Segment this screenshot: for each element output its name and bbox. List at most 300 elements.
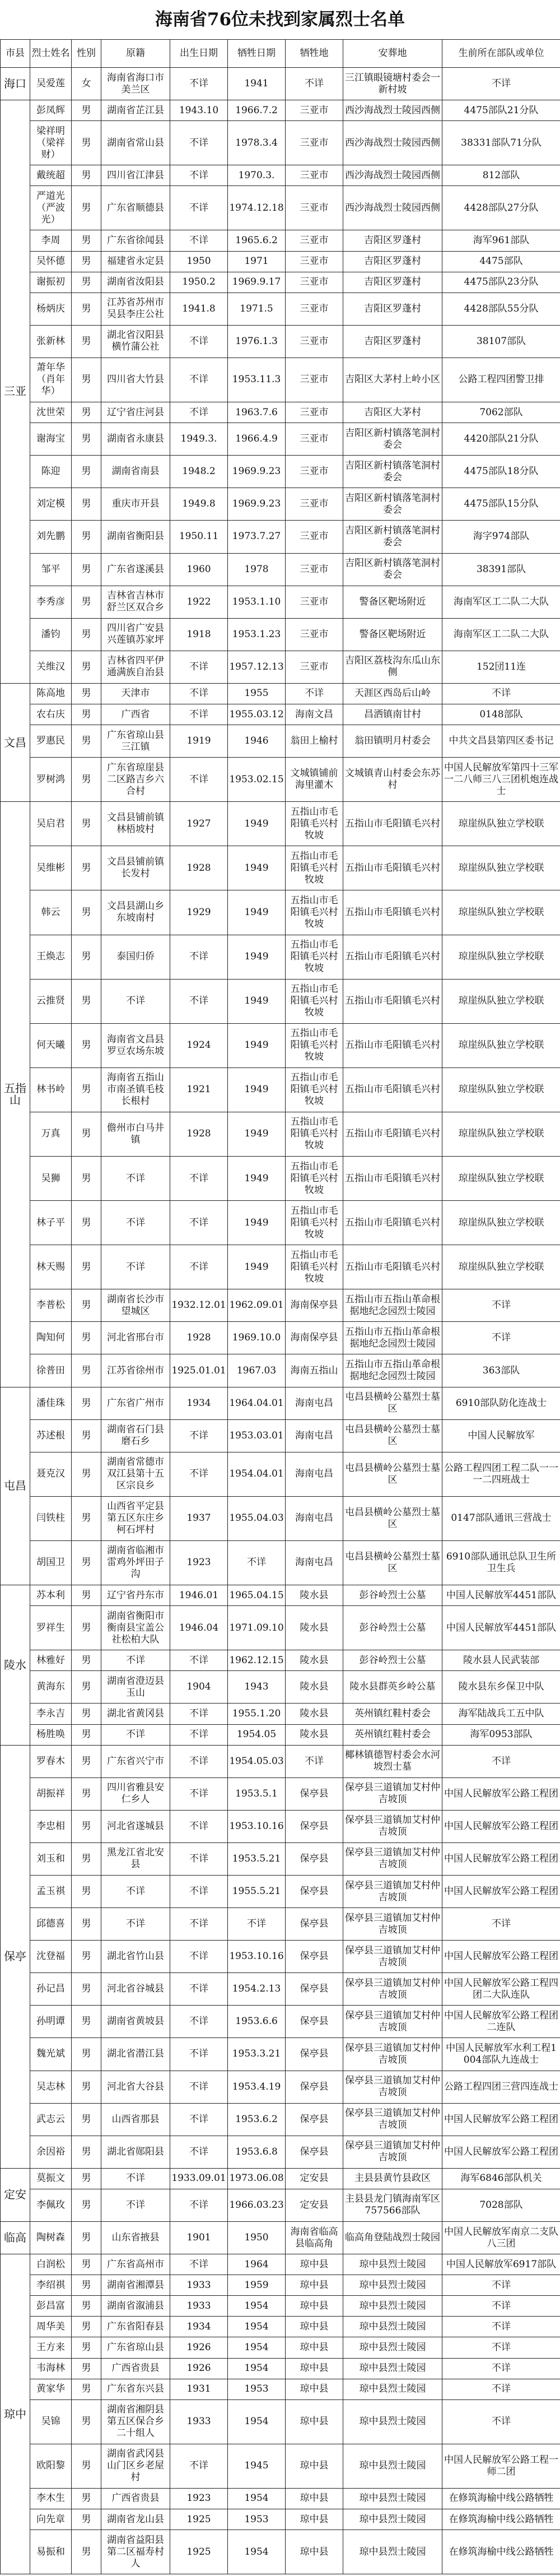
burial-place-cell: 吉阳区新村镇落笔洞村委会 bbox=[343, 456, 442, 488]
hometown-cell: 海南省文昌县罗豆农场东坡 bbox=[101, 1023, 170, 1067]
death-date-cell: 1949 bbox=[228, 1023, 286, 1067]
table-row bbox=[1, 2222, 560, 2254]
death-date-cell: 1954 bbox=[228, 2399, 286, 2444]
gender-cell: 男 bbox=[72, 1496, 101, 1540]
death-place-cell: 三亚市 bbox=[286, 293, 343, 325]
death-date-cell: 1973.7.27 bbox=[228, 521, 286, 553]
unit-cell: 中国人民解放军水利工程1004部队九连战士 bbox=[442, 2038, 560, 2071]
table-row bbox=[1, 293, 560, 325]
death-date-cell: 1967.03 bbox=[228, 1354, 286, 1387]
gender-cell: 男 bbox=[72, 1745, 101, 1777]
birth-date-cell: 1928 bbox=[170, 1112, 228, 1156]
death-date-cell: 1955.1.20 bbox=[228, 1704, 286, 1724]
birth-date-cell: 不详 bbox=[170, 2189, 228, 2221]
burial-place-cell: 五指山市毛阳镇毛兴村 bbox=[343, 979, 442, 1023]
martyr-name-cell: 云推贤 bbox=[30, 979, 72, 1023]
death-place-cell: 保亭县 bbox=[286, 2071, 343, 2103]
hometown-cell: 广东省东兴县 bbox=[101, 2379, 170, 2399]
unit-cell: 不详 bbox=[442, 1745, 560, 1777]
gender-cell: 男 bbox=[72, 704, 101, 725]
table-row bbox=[1, 1201, 560, 1245]
burial-place-cell: 吉阳区荔枝沟东瓜山东侧 bbox=[343, 651, 442, 683]
unit-cell: 在修筑海榆中线公路牺牲 bbox=[442, 2509, 560, 2530]
martyr-name-cell: 徐普田 bbox=[30, 1354, 72, 1387]
hometown-cell: 儋州市白马井镇 bbox=[101, 1112, 170, 1156]
martyr-name-cell: 何天曦 bbox=[30, 1023, 72, 1067]
hometown-cell: 湖南省石门县磨石乡 bbox=[101, 1419, 170, 1452]
martyr-name-cell: 林书岭 bbox=[30, 1067, 72, 1112]
burial-place-cell: 琼中县烈士陵园 bbox=[343, 2399, 442, 2444]
burial-place-cell: 屯昌县横岭公墓烈士墓区 bbox=[343, 1452, 442, 1496]
death-date-cell: 1953.11.3 bbox=[228, 358, 286, 402]
martyr-name-cell: 李秀彦 bbox=[30, 586, 72, 618]
death-date-cell: 1949 bbox=[228, 890, 286, 935]
table-row bbox=[1, 683, 560, 704]
martyr-name-cell: 李佩玫 bbox=[30, 2189, 72, 2221]
hometown-cell: 湖南省龙山县 bbox=[101, 2509, 170, 2530]
unit-cell: 4475部队23分队 bbox=[442, 272, 560, 293]
martyr-name-cell: 沈世荣 bbox=[30, 402, 72, 423]
unit-cell: 4475部队18分队 bbox=[442, 456, 560, 488]
death-date-cell: 1953.03.01 bbox=[228, 1419, 286, 1452]
martyr-name-cell: 林雅好 bbox=[30, 1650, 72, 1671]
birth-date-cell: 1949.8 bbox=[170, 488, 228, 521]
table-row bbox=[1, 979, 560, 1023]
unit-cell: 公路工程四团警卫排 bbox=[442, 358, 560, 402]
death-date-cell: 1953.5.1 bbox=[228, 1777, 286, 1810]
gender-cell: 男 bbox=[72, 2189, 101, 2221]
birth-date-cell: 1949.3. bbox=[170, 423, 228, 456]
table-row bbox=[1, 2399, 560, 2444]
table-row bbox=[1, 230, 560, 251]
table-row bbox=[1, 1745, 560, 1777]
table-row bbox=[1, 1941, 560, 1973]
death-date-cell: 1957.12.13 bbox=[228, 651, 286, 683]
unit-cell: 海军961部队 bbox=[442, 230, 560, 251]
death-place-cell: 五指山市毛阳镇毛兴村牧坡 bbox=[286, 890, 343, 935]
death-date-cell: 1954 bbox=[228, 2488, 286, 2509]
hometown-cell: 辽宁省丹东市 bbox=[101, 1585, 170, 1606]
unit-cell: 陵水县东乡保卫中队 bbox=[442, 1671, 560, 1704]
unit-cell: 中国人民解放军 bbox=[442, 1419, 560, 1452]
death-place-cell: 海南保亭县 bbox=[286, 1322, 343, 1354]
table-row bbox=[1, 1245, 560, 1289]
birth-date-cell: 1950.2 bbox=[170, 272, 228, 293]
burial-place-cell: 警备区靶场附近 bbox=[343, 618, 442, 651]
unit-cell: 不详 bbox=[442, 683, 560, 704]
death-place-cell: 五指山市毛阳镇毛兴村牧坡 bbox=[286, 1157, 343, 1201]
death-date-cell: 1969.9.23 bbox=[228, 456, 286, 488]
column-header: 烈士姓名 bbox=[30, 40, 72, 68]
region-cell: 琼中 bbox=[1, 2254, 30, 2574]
hometown-cell: 广东省遂溪县 bbox=[101, 553, 170, 586]
gender-cell: 男 bbox=[72, 1973, 101, 2006]
death-date-cell: 1953.5.21 bbox=[228, 1842, 286, 1875]
death-place-cell: 三亚市 bbox=[286, 651, 343, 683]
burial-place-cell: 椰林镇德智村委会水河坡烈士墓 bbox=[343, 1745, 442, 1777]
martyr-name-cell: 梁祥明（梁祥财） bbox=[30, 121, 72, 165]
gender-cell: 男 bbox=[72, 251, 101, 272]
hometown-cell: 湖南省永康县 bbox=[101, 423, 170, 456]
death-place-cell: 保亭县 bbox=[286, 2103, 343, 2136]
gender-cell: 男 bbox=[72, 2444, 101, 2488]
table-row bbox=[1, 2168, 560, 2189]
death-date-cell: 1949 bbox=[228, 1245, 286, 1289]
burial-place-cell: 保亭县三道镇加艾村仲吉坡顶 bbox=[343, 1941, 442, 1973]
birth-date-cell: 1901 bbox=[170, 2222, 228, 2254]
death-place-cell: 海南屯昌 bbox=[286, 1540, 343, 1585]
death-place-cell: 保亭县 bbox=[286, 1777, 343, 1810]
table-row bbox=[1, 1650, 560, 1671]
gender-cell: 男 bbox=[72, 1908, 101, 1941]
death-date-cell: 1969.9.23 bbox=[228, 488, 286, 521]
birth-date-cell: 1937 bbox=[170, 1496, 228, 1540]
death-place-cell: 文城镇铺前海里灌木 bbox=[286, 758, 343, 802]
death-place-cell: 保亭县 bbox=[286, 2038, 343, 2071]
death-place-cell: 陵水县 bbox=[286, 1704, 343, 1724]
hometown-cell: 湖南省湘潭县 bbox=[101, 2275, 170, 2296]
death-place-cell: 保亭县 bbox=[286, 1875, 343, 1907]
death-date-cell: 1941 bbox=[228, 68, 286, 100]
death-date-cell: 1953.02.15 bbox=[228, 758, 286, 802]
table-row bbox=[1, 890, 560, 935]
table-row bbox=[1, 2358, 560, 2379]
table-row bbox=[1, 68, 560, 100]
death-place-cell: 五指山市毛阳镇毛兴村牧坡 bbox=[286, 1067, 343, 1112]
gender-cell: 男 bbox=[72, 1157, 101, 1201]
burial-place-cell: 天涯区西岛后山岭 bbox=[343, 683, 442, 704]
hometown-cell: 广东省兴宁市 bbox=[101, 1745, 170, 1777]
martyr-name-cell: 黄家华 bbox=[30, 2379, 72, 2399]
burial-place-cell: 保亭县三道镇加艾村仲吉坡顶 bbox=[343, 1973, 442, 2006]
hometown-cell: 文昌县铺前镇长发村 bbox=[101, 846, 170, 890]
table-row bbox=[1, 2275, 560, 2296]
death-date-cell: 1953 bbox=[228, 2379, 286, 2399]
burial-place-cell: 琼中县烈士陵园 bbox=[343, 2509, 442, 2530]
hometown-cell: 湖南省益阳县第二区福寿村人 bbox=[101, 2530, 170, 2574]
burial-place-cell: 五指山市毛阳镇毛兴村 bbox=[343, 1157, 442, 1201]
death-date-cell: 1955 bbox=[228, 683, 286, 704]
death-date-cell: 1974.12.18 bbox=[228, 186, 286, 230]
unit-cell: 琼崖纵队独立学校联 bbox=[442, 979, 560, 1023]
table-row bbox=[1, 2296, 560, 2317]
unit-cell: 不详 bbox=[442, 1289, 560, 1322]
unit-cell: 不详 bbox=[442, 2296, 560, 2317]
burial-place-cell: 五指山市五指山革命根据地纪念园烈士陵园 bbox=[343, 1289, 442, 1322]
death-place-cell: 三亚市 bbox=[286, 186, 343, 230]
birth-date-cell: 不详 bbox=[170, 1875, 228, 1907]
gender-cell: 男 bbox=[72, 1585, 101, 1606]
burial-place-cell: 屯昌县横岭公墓烈士墓区 bbox=[343, 1419, 442, 1452]
martyr-name-cell: 刘玉和 bbox=[30, 1842, 72, 1875]
burial-place-cell: 保亭县三道镇加艾村仲吉坡顶 bbox=[343, 2136, 442, 2168]
unit-cell: 0148部队 bbox=[442, 704, 560, 725]
death-date-cell: 1950 bbox=[228, 2222, 286, 2254]
gender-cell: 男 bbox=[72, 1387, 101, 1419]
birth-date-cell: 1933 bbox=[170, 2399, 228, 2444]
martyr-name-cell: 沈登福 bbox=[30, 1941, 72, 1973]
table-row bbox=[1, 100, 560, 121]
martyr-name-cell: 谢振初 bbox=[30, 272, 72, 293]
burial-place-cell: 保亭县三道镇加艾村仲吉坡顶 bbox=[343, 1777, 442, 1810]
table-row bbox=[1, 1540, 560, 1585]
death-place-cell: 琼中县 bbox=[286, 2444, 343, 2488]
death-date-cell: 1965.04.15 bbox=[228, 1585, 286, 1606]
table-row bbox=[1, 2530, 560, 2574]
hometown-cell: 广东省琼山县 bbox=[101, 2337, 170, 2358]
burial-place-cell: 翁田镇明月村委会 bbox=[343, 725, 442, 758]
birth-date-cell: 1904 bbox=[170, 1671, 228, 1704]
birth-date-cell: 不详 bbox=[170, 1724, 228, 1745]
death-place-cell: 三亚市 bbox=[286, 251, 343, 272]
table-row bbox=[1, 325, 560, 358]
martyr-name-cell: 吴爱莲 bbox=[30, 68, 72, 100]
death-date-cell: 1976.1.3 bbox=[228, 325, 286, 358]
death-date-cell: 1949 bbox=[228, 1201, 286, 1245]
table-row bbox=[1, 1387, 560, 1419]
hometown-cell: 四川省雅县安仁乡人 bbox=[101, 1777, 170, 1810]
death-date-cell: 1949 bbox=[228, 1067, 286, 1112]
hometown-cell: 广西省贵县 bbox=[101, 2488, 170, 2509]
martyr-name-cell: 林天赐 bbox=[30, 1245, 72, 1289]
unit-cell: 363部队 bbox=[442, 1354, 560, 1387]
burial-place-cell: 吉阳区大茅村上岭小区 bbox=[343, 358, 442, 402]
death-place-cell: 海南屯昌 bbox=[286, 1496, 343, 1540]
death-date-cell: 1978 bbox=[228, 553, 286, 586]
column-header: 生前所在部队或单位 bbox=[442, 40, 560, 68]
hometown-cell: 广西省贵县 bbox=[101, 2358, 170, 2379]
table-row bbox=[1, 1419, 560, 1452]
unit-cell: 在修筑海榆中线公路牺牲 bbox=[442, 2488, 560, 2509]
birth-date-cell: 1934 bbox=[170, 1387, 228, 1419]
death-place-cell: 三亚市 bbox=[286, 402, 343, 423]
burial-place-cell: 五指山市五指山革命根据地纪念园烈士陵园 bbox=[343, 1322, 442, 1354]
hometown-cell: 湖南省衡阳县 bbox=[101, 521, 170, 553]
martyr-name-cell: 胡国卫 bbox=[30, 1540, 72, 1585]
death-date-cell: 1953.10.16 bbox=[228, 1810, 286, 1842]
death-place-cell: 琼中县 bbox=[286, 2296, 343, 2317]
hometown-cell: 广东省琼崖县二区路吉乡六合村 bbox=[101, 758, 170, 802]
birth-date-cell: 1928 bbox=[170, 1322, 228, 1354]
birth-date-cell: 1941.8 bbox=[170, 293, 228, 325]
birth-date-cell: 不详 bbox=[170, 121, 228, 165]
birth-date-cell: 1918 bbox=[170, 618, 228, 651]
hometown-cell: 河北省遂城县 bbox=[101, 1810, 170, 1842]
martyr-name-cell: 闫铁柱 bbox=[30, 1496, 72, 1540]
martyr-name-cell: 谢海宝 bbox=[30, 423, 72, 456]
birth-date-cell: 不详 bbox=[170, 2103, 228, 2136]
martyr-name-cell: 农右庆 bbox=[30, 704, 72, 725]
unit-cell: 公路工程四团工程二队一一一二四班战士 bbox=[442, 1452, 560, 1496]
table-row bbox=[1, 2103, 560, 2136]
burial-place-cell: 主县县龙门镇海南军区757566部队 bbox=[343, 2189, 442, 2221]
burial-place-cell: 屯昌县横岭公墓烈士墓区 bbox=[343, 1387, 442, 1419]
hometown-cell: 湖南省常山县 bbox=[101, 121, 170, 165]
martyr-name-cell: 张新林 bbox=[30, 325, 72, 358]
table-row bbox=[1, 618, 560, 651]
gender-cell: 女 bbox=[72, 68, 101, 100]
martyr-name-cell: 严道光（严波光） bbox=[30, 186, 72, 230]
hometown-cell: 广东省顺德县 bbox=[101, 186, 170, 230]
birth-date-cell: 不详 bbox=[170, 704, 228, 725]
death-place-cell: 保亭县 bbox=[286, 1842, 343, 1875]
burial-place-cell: 吉阳区罗蓬村 bbox=[343, 230, 442, 251]
gender-cell: 男 bbox=[72, 1650, 101, 1671]
martyr-name-cell: 林子平 bbox=[30, 1201, 72, 1245]
burial-place-cell: 吉阳区大茅村 bbox=[343, 402, 442, 423]
burial-place-cell: 西沙海战烈士陵园西侧 bbox=[343, 186, 442, 230]
unit-cell: 4475部队21分队 bbox=[442, 100, 560, 121]
death-date-cell: 1953.4.19 bbox=[228, 2071, 286, 2103]
burial-place-cell: 琼中县烈士陵园 bbox=[343, 2358, 442, 2379]
hometown-cell: 不详 bbox=[101, 2189, 170, 2221]
death-place-cell: 陵水县 bbox=[286, 1671, 343, 1704]
death-place-cell: 五指山市毛阳镇毛兴村牧坡 bbox=[286, 935, 343, 979]
death-place-cell: 五指山市毛阳镇毛兴村牧坡 bbox=[286, 802, 343, 846]
unit-cell: 公路工程四团三营四连战士 bbox=[442, 2071, 560, 2103]
unit-cell: 陵水县人民武装部 bbox=[442, 1650, 560, 1671]
hometown-cell: 辽宁省庄河县 bbox=[101, 402, 170, 423]
gender-cell: 男 bbox=[72, 488, 101, 521]
column-header: 出生日期 bbox=[170, 40, 228, 68]
martyr-name-cell: 罗树鸿 bbox=[30, 758, 72, 802]
death-place-cell: 琼中县 bbox=[286, 2317, 343, 2337]
unit-cell: 海南军区工二队二大队 bbox=[442, 586, 560, 618]
hometown-cell: 湖南省长沙市望城区 bbox=[101, 1289, 170, 1322]
region-cell: 海口 bbox=[1, 68, 30, 100]
table-row bbox=[1, 1908, 560, 1941]
death-place-cell: 陵水县 bbox=[286, 1650, 343, 1671]
gender-cell: 男 bbox=[72, 325, 101, 358]
martyr-name-cell: 李周 bbox=[30, 230, 72, 251]
unit-cell: 中国人民解放军公路工程四团二大队连队 bbox=[442, 1973, 560, 2006]
hometown-cell: 湖南省黄坡县 bbox=[101, 2006, 170, 2038]
burial-place-cell: 吉阳区罗蓬村 bbox=[343, 293, 442, 325]
gender-cell: 男 bbox=[72, 2399, 101, 2444]
unit-cell: 中国人民解放军南京二支队八三团 bbox=[442, 2222, 560, 2254]
gender-cell: 男 bbox=[72, 1671, 101, 1704]
unit-cell: 中国人民解放军公路工程团 bbox=[442, 2103, 560, 2136]
death-place-cell: 不详 bbox=[286, 68, 343, 100]
birth-date-cell: 1933 bbox=[170, 2275, 228, 2296]
death-date-cell: 1953.1.23 bbox=[228, 618, 286, 651]
gender-cell: 男 bbox=[72, 1842, 101, 1875]
table-row bbox=[1, 1496, 560, 1540]
unit-cell: 不详 bbox=[442, 1908, 560, 1941]
unit-cell: 4428部队55分队 bbox=[442, 293, 560, 325]
death-date-cell: 1953.6.2 bbox=[228, 2103, 286, 2136]
birth-date-cell: 不详 bbox=[170, 1650, 228, 1671]
unit-cell: 中国人民解放军公路工程团 bbox=[442, 1842, 560, 1875]
death-date-cell: 1970.3. bbox=[228, 165, 286, 186]
unit-cell: 海字974部队 bbox=[442, 521, 560, 553]
gender-cell: 男 bbox=[72, 1704, 101, 1724]
death-date-cell: 1959 bbox=[228, 2275, 286, 2296]
death-date-cell: 1954 bbox=[228, 2337, 286, 2358]
gender-cell: 男 bbox=[72, 1777, 101, 1810]
column-header: 市县 bbox=[1, 40, 30, 68]
burial-place-cell: 英州镇红鞋村委会 bbox=[343, 1724, 442, 1745]
death-place-cell: 三亚市 bbox=[286, 165, 343, 186]
martyr-name-cell: 莫振文 bbox=[30, 2168, 72, 2189]
birth-date-cell: 1934 bbox=[170, 2317, 228, 2337]
hometown-cell: 不详 bbox=[101, 1724, 170, 1745]
death-place-cell: 保亭县 bbox=[286, 2136, 343, 2168]
table-row bbox=[1, 1585, 560, 1606]
death-place-cell: 陵水县 bbox=[286, 1585, 343, 1606]
burial-place-cell: 吉阳区新村镇落笔洞村委会 bbox=[343, 553, 442, 586]
death-place-cell: 三亚市 bbox=[286, 121, 343, 165]
table-row bbox=[1, 488, 560, 521]
hometown-cell: 广东省高州市 bbox=[101, 2254, 170, 2275]
hometown-cell: 天津市 bbox=[101, 683, 170, 704]
gender-cell: 男 bbox=[72, 890, 101, 935]
death-date-cell: 1963.7.6 bbox=[228, 402, 286, 423]
hometown-cell: 山西省那县 bbox=[101, 2103, 170, 2136]
gender-cell: 男 bbox=[72, 2530, 101, 2574]
death-place-cell: 海南五指山 bbox=[286, 1354, 343, 1387]
death-place-cell: 海南省临高县临高角 bbox=[286, 2222, 343, 2254]
birth-date-cell: 不详 bbox=[170, 358, 228, 402]
death-date-cell: 1955.03.12 bbox=[228, 704, 286, 725]
gender-cell: 男 bbox=[72, 1245, 101, 1289]
gender-cell: 男 bbox=[72, 2071, 101, 2103]
hometown-cell: 山东省掖县 bbox=[101, 2222, 170, 2254]
burial-place-cell: 琼中县烈士陵园 bbox=[343, 2379, 442, 2399]
hometown-cell: 湖北省潜江县 bbox=[101, 2038, 170, 2071]
table-row bbox=[1, 1875, 560, 1907]
table-row bbox=[1, 1157, 560, 1201]
column-header: 原籍 bbox=[101, 40, 170, 68]
birth-date-cell: 1943.10 bbox=[170, 100, 228, 121]
hometown-cell: 四川省广安县兴莲镇苏家坪 bbox=[101, 618, 170, 651]
gender-cell: 男 bbox=[72, 358, 101, 402]
burial-place-cell: 五指山市毛阳镇毛兴村 bbox=[343, 935, 442, 979]
table-row bbox=[1, 456, 560, 488]
martyr-name-cell: 李普松 bbox=[30, 1289, 72, 1322]
death-date-cell: 1946 bbox=[228, 725, 286, 758]
martyr-name-cell: 李忠相 bbox=[30, 1810, 72, 1842]
birth-date-cell: 不详 bbox=[170, 230, 228, 251]
death-place-cell: 三亚市 bbox=[286, 553, 343, 586]
gender-cell: 男 bbox=[72, 121, 101, 165]
unit-cell: 琼崖纵队独立学校联 bbox=[442, 1067, 560, 1112]
table-row bbox=[1, 521, 560, 553]
death-place-cell: 不详 bbox=[286, 1745, 343, 1777]
unit-cell: 6910部队通讯总队卫生所卫生兵 bbox=[442, 1540, 560, 1585]
hometown-cell: 不详 bbox=[101, 1157, 170, 1201]
unit-cell: 不详 bbox=[442, 2317, 560, 2337]
gender-cell: 男 bbox=[72, 2488, 101, 2509]
martyr-name-cell: 戴统超 bbox=[30, 165, 72, 186]
death-place-cell: 保亭县 bbox=[286, 1908, 343, 1941]
martyr-name-cell: 孙记昌 bbox=[30, 1973, 72, 2006]
gender-cell: 男 bbox=[72, 683, 101, 704]
burial-place-cell: 英州镇红鞋村委会 bbox=[343, 1704, 442, 1724]
table-row bbox=[1, 121, 560, 165]
death-place-cell: 三亚市 bbox=[286, 358, 343, 402]
death-date-cell: 1953.6.8 bbox=[228, 2136, 286, 2168]
gender-cell: 男 bbox=[72, 1875, 101, 1907]
burial-place-cell: 保亭县三道镇加艾村仲吉坡顶 bbox=[343, 1875, 442, 1907]
birth-date-cell: 不详 bbox=[170, 2038, 228, 2071]
birth-date-cell: 不详 bbox=[170, 1973, 228, 2006]
burial-place-cell: 琼中县烈士陵园 bbox=[343, 2254, 442, 2275]
martyr-name-cell: 李木生 bbox=[30, 2488, 72, 2509]
table-row bbox=[1, 2509, 560, 2530]
burial-place-cell: 屯昌县横岭公墓烈士墓区 bbox=[343, 1496, 442, 1540]
birth-date-cell: 不详 bbox=[170, 1777, 228, 1810]
